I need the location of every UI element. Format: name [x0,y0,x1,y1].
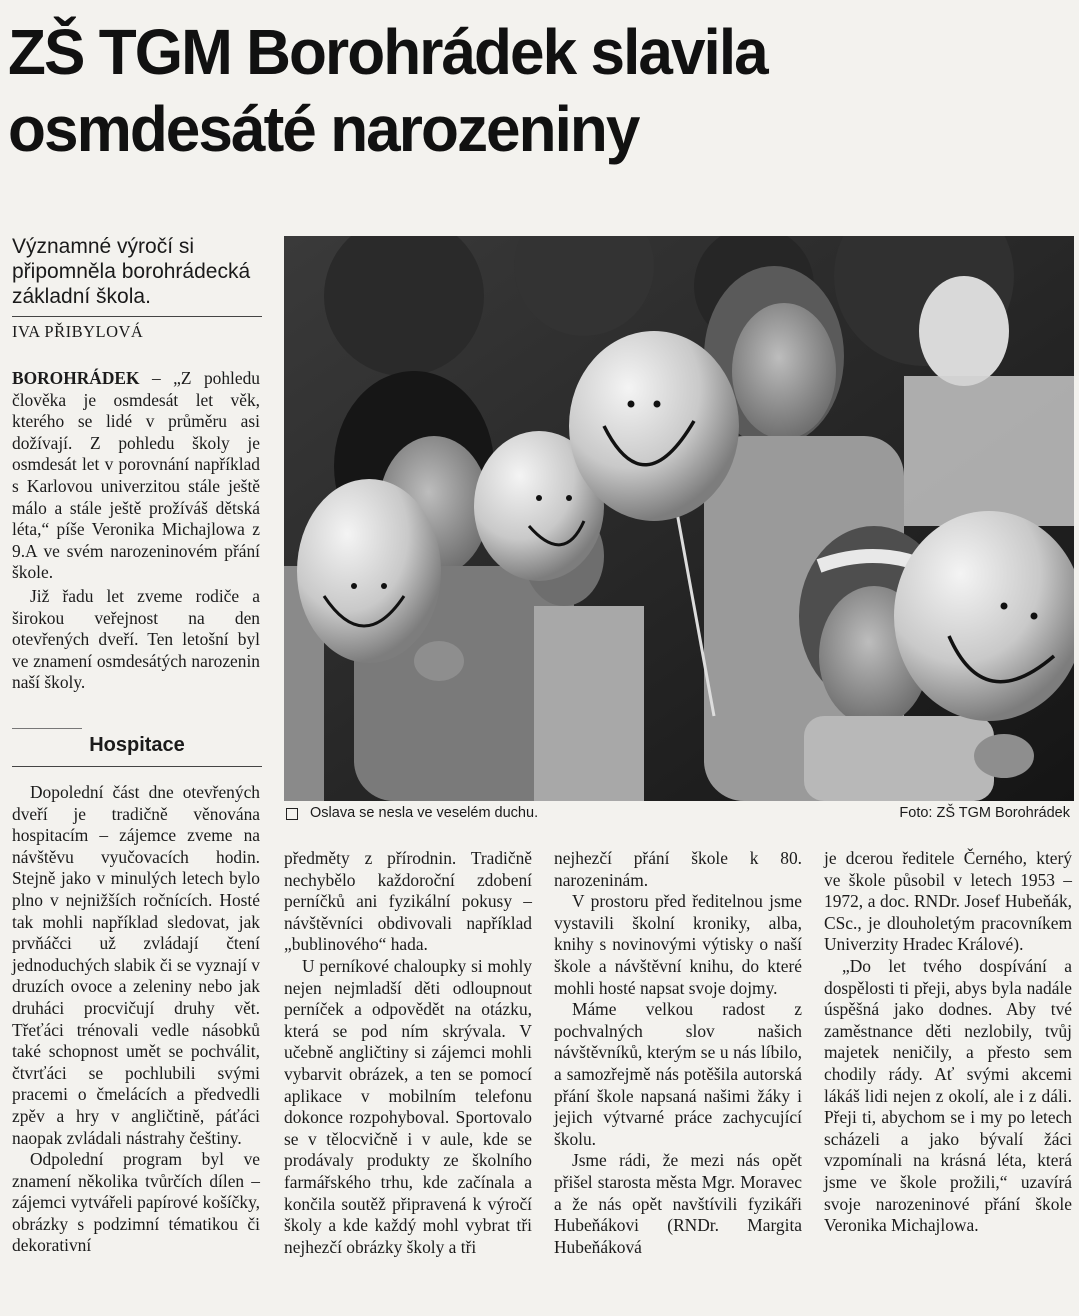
paragraph: Již řadu let zveme rodiče a širokou veřejnost na den otevřených dveří. Ten letošní byl ve znamení osmdesátých narozenin naší školy. [12,585,260,693]
article-headline [8,14,1017,168]
smiley-balloon [569,331,739,521]
subhead-divider-left [12,728,82,729]
paragraph: nejhezčí přání škole k 80. narozeninám. [554,848,802,890]
column-1-bottom [12,782,260,1257]
paragraph: „Do let tvého dospívání a dospělosti ti přeji, abys byla nadále úspěšná jako dodnes. Aby tvé zaměstnance děti nezlobily, tvůj majetek neničily, a přesto sem chodily rády. Ať svými akcemi lákáš lidi nejen z okolí, ale i z dáli. Přeji ti, abychom se i my po letech scházeli a jako bývalí žáci vzpomínali na krásná léta, která jsme ve škole prožili,“ uzavírá svoje narozeninové přání škole Veronika Michajlowa. [824,955,1072,1236]
column-3 [554,848,802,1258]
caption-square-icon [286,808,298,820]
photo-caption-bar [284,805,1074,827]
column-4 [824,848,1072,1237]
lead-divider [12,316,262,317]
article-photo [284,236,1074,801]
photo-illustration [284,236,1074,801]
subhead-divider [12,766,262,767]
headline-line-1: ZŠ TGM Borohrádek slavila [8,16,767,88]
paragraph: V prostoru před ředitelnou jsme vystavili školní kroniky, alba, knihy s novinovými výtisky o naší škole a návštěvní knihu, do které mohli hosté napsat svoje dojmy. [554,891,802,998]
column-2 [284,848,532,1258]
paragraph: Máme velkou radost z pochvalných slov našich návštěvníků, kterým se u nás líbilo, a samozřejmě nás potěšila autorská přání škole napsaná našimi žáky i jejich výtvarné práce zachycující školu. [554,999,802,1149]
photo-credit: Foto: ZŠ TGM Borohrádek [899,805,1070,821]
paragraph: Dopolední část dne otevřených dveří je tradičně věnována hospitacím – zájemce zveme na návštěvu vyučovacích hodin. Stejně jako v minulých letech bylo plno v nejnižších ročnících. Hosté tak mohli například sledovat, jak prvňáčci už zvládají čtení jednoduchých slabik či se vyznají v druzích ovoce a zeleniny nebo jak druháci procvičují druhy vět. Třeťáci trénovali vedle násobků také schopnost umět se pochválit, čtvrťáci se pochlubili svými pracemi o čmelácích a předvedli zpěv a hry v angličtině, páťáci naopak zvládali nástrahy češtiny. [12,782,260,1148]
subhead: Hospitace [89,734,185,756]
paragraph: je dcerou ředitele Černého, který ve škole působil v letech 1953 – 1972, a doc. RNDr. Josef Hubeňák, CSc., je dlouholetým pracovníkem Univerzity Hradec Králové). [824,848,1072,955]
headline-line-2: osmdesáté narozeniny [8,93,639,165]
paragraph: Odpolední program byl ve znamení několika tvůrčích dílen – zájemci vytvářeli papírové košíčky, obrázky s podzimní tématikou či dekorativní [12,1149,260,1256]
column-1-top [12,368,260,694]
author-byline: IVA PŘIBYLOVÁ [12,322,144,341]
paragraph: předměty z přírodnin. Tradičně nechybělo každoroční zdobení perníčků ani fyzikální pokusy – návštěvníci obdivovali například „bublinového“ hada. [284,848,532,955]
paragraph: U perníkové chaloupky si mohly nejen nejmladší děti odloupnout perníček a odpovědět na otázku, která se pod ním skrývala. V učebně angličtiny si zájemci mohli vybarvit obrázek, a ten se pomocí aplikace v mobilním telefonu dokonce rozpohyboval. Sportovalo se v tělocvičně i v aule, kde se prodávaly produkty ze školního farmářského trhu, kde začínala a končila soutěž připravená k výročí školy a kde každý mohl vybrat tři nejhezčí obrázky školy a tři [284,955,532,1257]
photo-caption: Oslava se nesla ve veselém duchu. [310,805,539,821]
smiley-balloon [297,479,441,663]
dateline: BOROHRÁDEK [12,368,140,388]
paragraph: Jsme rádi, že mezi nás opět přišel starosta města Mgr. Moravec a že nás opět navštívili fyzikáři Hubeňákovi (RNDr. Margita Hubeňáková [554,1150,802,1257]
article-lead: Významné výročí si připomněla borohrádecká základní škola. [12,235,251,308]
paragraph: BOROHRÁDEK – „Z pohledu člověka je osmdesát let věk, kterého se lidé v průměru asi dožívají. Z pohledu školy je osmdesát let v porovnání například s Karlovou univerzitou stále ještě málo a stále ještě prožíváš dětská léta,“ píše Veronika Michajlowa z 9.A ve svém narozeninovém přání škole. [12,368,260,583]
